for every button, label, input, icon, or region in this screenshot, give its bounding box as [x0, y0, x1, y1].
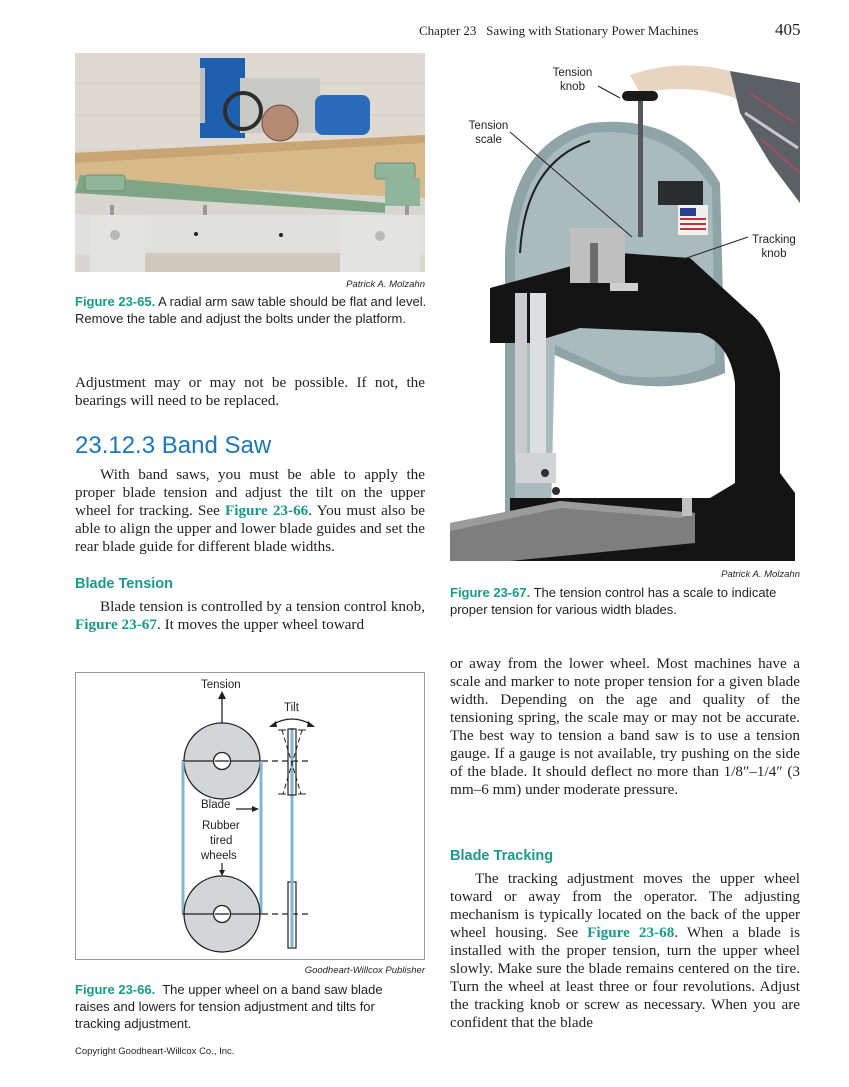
- figure-23-65-caption-text: A radial arm saw table should be flat and level. Remove the table and adjust the bolts under the platform.: [75, 294, 427, 326]
- diagram-label-tension: Tension: [201, 679, 241, 691]
- xref-figure-23-67[interactable]: Figure 23-67: [75, 616, 157, 633]
- diagram-label-tilt: Tilt: [284, 702, 299, 714]
- subheading-blade-tracking: Blade Tracking: [450, 848, 554, 864]
- figure-23-65-photo: [75, 53, 425, 272]
- page-number: 405: [775, 20, 801, 39]
- callout-tension-knob: Tension knob: [552, 67, 593, 93]
- paragraph-band-saw: With band saws, you must be able to apply the proper blade tension and adjust the tilt on the upper wheel for tracking. See Figure 23-66. You must also be able to align the upper and lower blade guides and set the rear blade guide for different blade widths.: [75, 466, 425, 555]
- subheading-blade-tension: Blade Tension: [75, 576, 174, 592]
- figure-23-65-caption: [75, 293, 427, 327]
- paragraph-tension-continued: or away from the lower wheel. Most machines have a scale and marker to note proper tension for a given blade width. Depending on the age and quality of the tensioning spring, the scale may or may not be accurate. The best way to tension a band saw is to use a tension gauge. If a gauge is not available, try pushing on the side of the blade. It should deflect no more than 1/8″–1/4″ (3 mm–6 mm) under moderate pressure.: [450, 655, 800, 798]
- radial-arm-saw-illustration: [75, 53, 425, 272]
- paragraph-blade-tracking: The tracking adjustment moves the upper wheel toward or away from the operator. The adjusting mechanism is typically located on the back of the upper wheel housing. See Figure 23-68. When a blade is installed with the proper tension, turn the upper wheel slowly. Make sure the blade remains centered on the tire. Turn the wheel at least three or four revolutions. Adjust the tracking knob or screw as necessary. When you are confident that the blade: [450, 870, 800, 1031]
- figure-23-65-label: Figure 23-65.: [75, 294, 156, 309]
- xref-figure-23-66[interactable]: Figure 23-66: [224, 502, 309, 519]
- figure-23-65-credit: Patrick A. Molzahn: [346, 279, 425, 290]
- band-saw-wheel-diagram: [76, 673, 424, 959]
- xref-figure-23-68[interactable]: Figure 23-68: [587, 924, 675, 941]
- figure-23-67-label: Figure 23-67.: [450, 585, 531, 600]
- copyright-footer: Copyright Goodheart-Willcox Co., Inc.: [75, 1046, 235, 1057]
- section-heading-band-saw: 23.12.3 Band Saw: [75, 432, 272, 459]
- figure-23-67-caption: [450, 584, 790, 618]
- diagram-label-rubber: Rubber: [202, 820, 240, 832]
- running-header-chapter: Chapter 23 Sawing with Stationary Power Machines: [419, 23, 699, 38]
- paragraph-adjustment: Adjustment may or may not be possible. If not, the bearings will need to be replaced.: [75, 374, 425, 409]
- diagram-label-blade: Blade: [201, 799, 231, 811]
- figure-23-66-credit: Goodheart-Willcox Publisher: [304, 965, 425, 976]
- figure-23-66-caption-text: The upper wheel on a band saw blade raises and lowers for tension adjustment and tilts for tracking adjustment.: [75, 982, 387, 1031]
- callout-tracking-knob: Tracking knob: [752, 234, 796, 260]
- callout-tension-scale: Tension scale: [468, 120, 509, 146]
- diagram-label-tired: tired: [210, 835, 233, 847]
- figure-23-66-caption: [75, 981, 420, 1032]
- figure-23-66-label: Figure 23-66.: [75, 982, 156, 997]
- figure-23-66-diagram: [75, 672, 425, 960]
- figure-23-67-caption-text: The tension control has a scale to indicate proper tension for various width blades.: [450, 585, 777, 617]
- diagram-label-wheels: wheels: [201, 850, 237, 862]
- figure-23-67-photo: [450, 53, 800, 561]
- paragraph-blade-tension: Blade tension is controlled by a tension control knob, Figure 23-67. It moves the upper wheel toward: [75, 598, 425, 633]
- figure-23-67-credit: Patrick A. Molzahn: [721, 569, 800, 580]
